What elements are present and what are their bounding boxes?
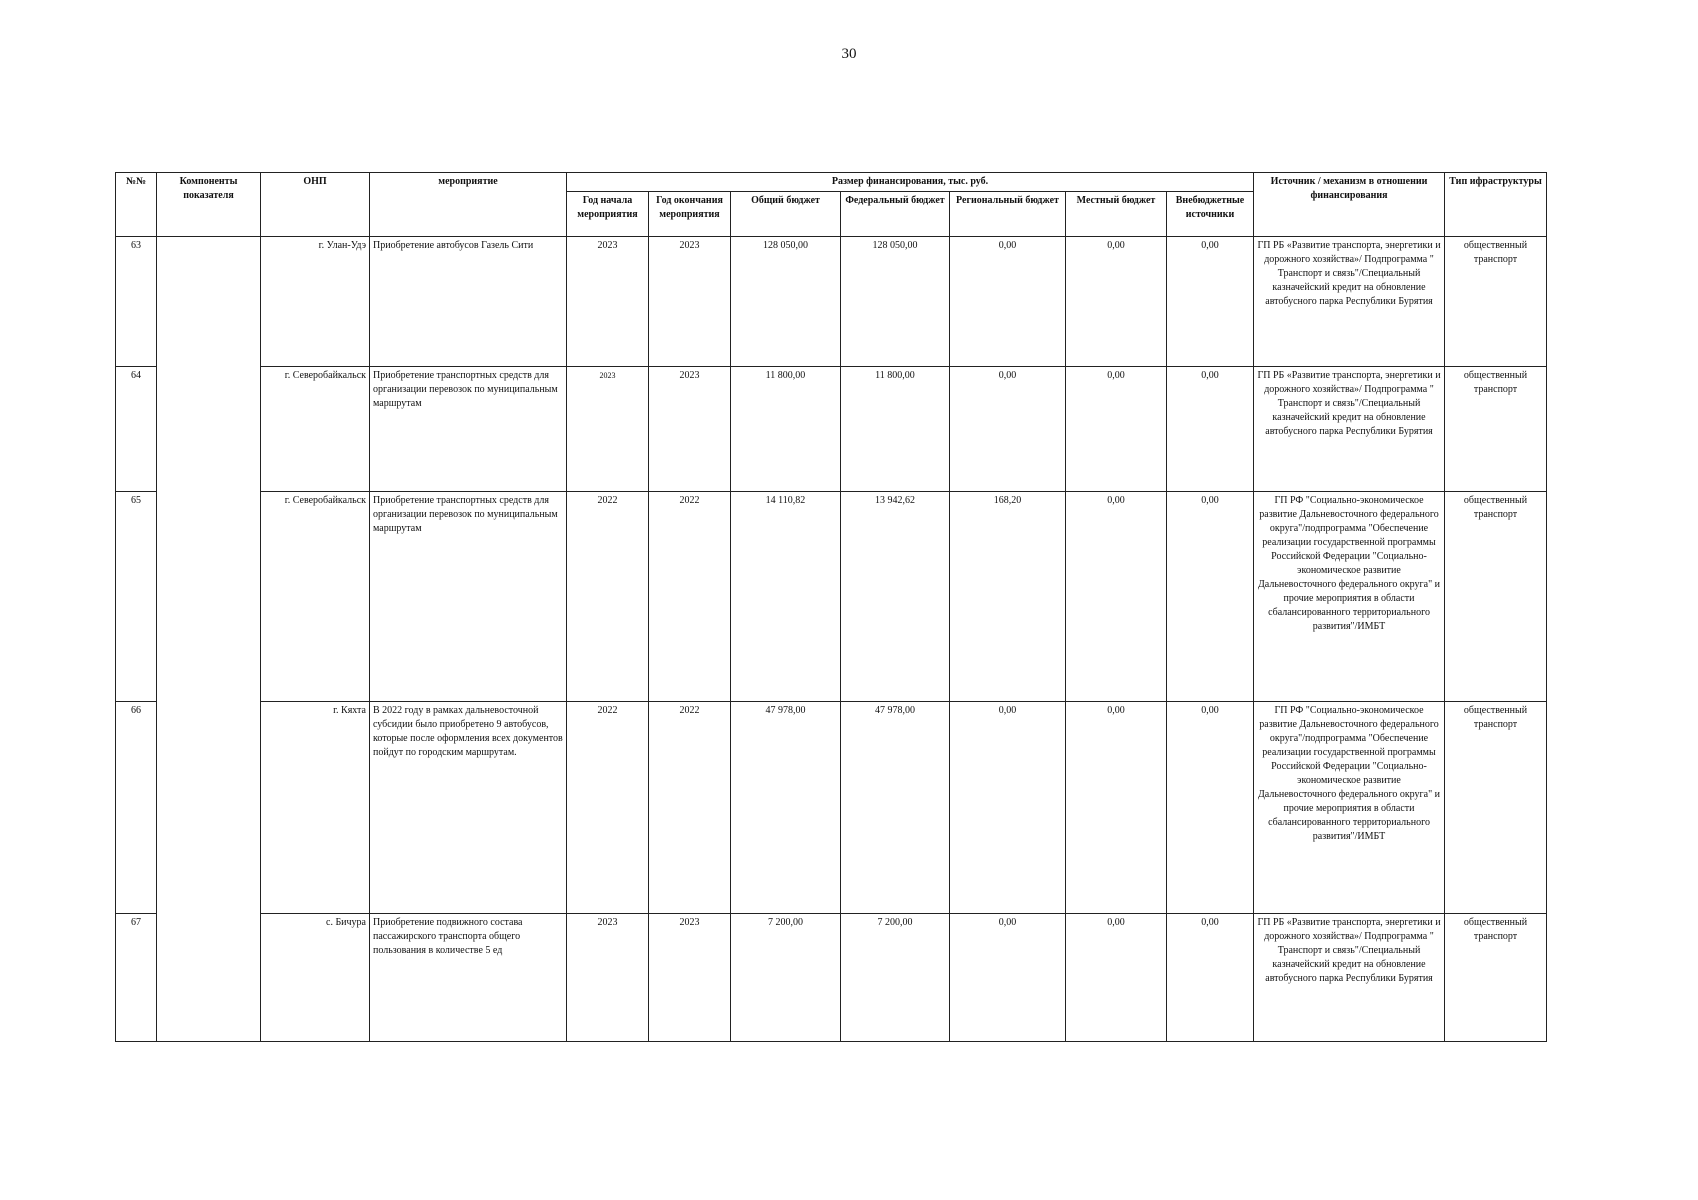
header-extra-budget: Внебюджетные источники: [1167, 192, 1254, 237]
financing-table: [115, 172, 1547, 1042]
row-total: 11 800,00: [731, 367, 841, 492]
row-start-year: 2023: [567, 367, 649, 492]
row-start-year: 2023: [567, 237, 649, 367]
row-regional: 0,00: [950, 702, 1066, 914]
table-row: [116, 702, 1547, 914]
row-federal: 47 978,00: [841, 702, 950, 914]
row-num: 65: [116, 492, 157, 702]
row-event: Приобретение автобусов Газель Сити: [370, 237, 567, 367]
row-extra: 0,00: [1167, 237, 1254, 367]
row-num: 67: [116, 914, 157, 1042]
row-regional: 168,20: [950, 492, 1066, 702]
row-regional: 0,00: [950, 914, 1066, 1042]
row-local: 0,00: [1066, 237, 1167, 367]
row-regional: 0,00: [950, 237, 1066, 367]
header-infra-type: Тип ифраструктуры: [1445, 173, 1547, 237]
row-source: ГП РБ «Развитие транспорта, энергетики и дорожного хозяйства»/ Подпрограмма " Транспорт и связь"/Специальный казначейский кредит на обновление автобусного парка Республики Бурятия: [1254, 914, 1445, 1042]
header-start-year: Год начала мероприятия: [567, 192, 649, 237]
row-total: 14 110,82: [731, 492, 841, 702]
row-onp: г. Северобайкальск: [261, 492, 370, 702]
row-start-year: 2022: [567, 492, 649, 702]
row-onp: с. Бичура: [261, 914, 370, 1042]
row-onp: г. Северобайкальск: [261, 367, 370, 492]
row-num: 64: [116, 367, 157, 492]
row-onp: г. Кяхта: [261, 702, 370, 914]
table-row: [116, 914, 1547, 1042]
row-end-year: 2022: [649, 492, 731, 702]
table-row: [116, 367, 1547, 492]
row-end-year: 2023: [649, 914, 731, 1042]
table-row: [116, 237, 1547, 367]
row-regional: 0,00: [950, 367, 1066, 492]
row-extra: 0,00: [1167, 492, 1254, 702]
row-end-year: 2023: [649, 237, 731, 367]
row-infra: общественный транспорт: [1445, 367, 1547, 492]
row-infra: общественный транспорт: [1445, 914, 1547, 1042]
row-federal: 128 050,00: [841, 237, 950, 367]
header-num: №№: [116, 173, 157, 237]
header-end-year: Год окончания мероприятия: [649, 192, 731, 237]
row-start-year: 2023: [567, 914, 649, 1042]
header-components: Компоненты показателя: [157, 173, 261, 237]
header-onp: ОНП: [261, 173, 370, 237]
row-federal: 13 942,62: [841, 492, 950, 702]
row-end-year: 2022: [649, 702, 731, 914]
row-total: 128 050,00: [731, 237, 841, 367]
row-source: ГП РБ «Развитие транспорта, энергетики и дорожного хозяйства»/ Подпрограмма " Транспорт и связь"/Специальный казначейский кредит на обновление автобусного парка Республики Бурятия: [1254, 237, 1445, 367]
row-end-year: 2023: [649, 367, 731, 492]
row-local: 0,00: [1066, 492, 1167, 702]
table-row: [116, 492, 1547, 702]
row-event: Приобретение транспортных средств для организации перевозок по муниципальным маршрутам: [370, 492, 567, 702]
row-onp: г. Улан-Удэ: [261, 237, 370, 367]
row-local: 0,00: [1066, 914, 1167, 1042]
page-number: 30: [841, 46, 857, 62]
row-source: ГП РБ «Развитие транспорта, энергетики и дорожного хозяйства»/ Подпрограмма " Транспорт и связь"/Специальный казначейский кредит на обновление автобусного парка Республики Бурятия: [1254, 367, 1445, 492]
components-cell: [157, 237, 261, 1042]
row-event: В 2022 году в рамках дальневосточной субсидии было приобретено 9 автобусов, которые после оформления всех документов пойдут по городским маршрутам.: [370, 702, 567, 914]
row-infra: общественный транспорт: [1445, 237, 1547, 367]
header-funding-group: Размер финансирования, тыс. руб.: [567, 173, 1254, 192]
row-local: 0,00: [1066, 367, 1167, 492]
row-infra: общественный транспорт: [1445, 702, 1547, 914]
row-federal: 11 800,00: [841, 367, 950, 492]
row-event: Приобретение транспортных средств для организации перевозок по муниципальным маршрутам: [370, 367, 567, 492]
row-num: 66: [116, 702, 157, 914]
header-total-budget: Общий бюджет: [731, 192, 841, 237]
row-source: ГП РФ "Социально-экономическое развитие Дальневосточного федерального округа"/подпрограмма "Обеспечение реализации государственной программы Российской Федерации "Социально-экономическое развитие Дальневосточного федерального округа" и прочие мероприятия в области сбалансированного территориального развития"/ИМБТ: [1254, 492, 1445, 702]
row-extra: 0,00: [1167, 702, 1254, 914]
header-source: Источник / механизм в отношении финансирования: [1254, 173, 1445, 237]
row-num: 63: [116, 237, 157, 367]
row-total: 47 978,00: [731, 702, 841, 914]
row-federal: 7 200,00: [841, 914, 950, 1042]
header-event: мероприятие: [370, 173, 567, 237]
row-total: 7 200,00: [731, 914, 841, 1042]
row-local: 0,00: [1066, 702, 1167, 914]
row-infra: общественный транспорт: [1445, 492, 1547, 702]
header-local-budget: Местный бюджет: [1066, 192, 1167, 237]
header-federal-budget: Федеральный бюджет: [841, 192, 950, 237]
row-extra: 0,00: [1167, 367, 1254, 492]
row-extra: 0,00: [1167, 914, 1254, 1042]
row-event: Приобретение подвижного состава пассажирского транспорта общего пользования в количестве 5 ед: [370, 914, 567, 1042]
header-regional-budget: Региональный бюджет: [950, 192, 1066, 237]
row-start-year: 2022: [567, 702, 649, 914]
row-source: ГП РФ "Социально-экономическое развитие Дальневосточного федерального округа"/подпрограмма "Обеспечение реализации государственной программы Российской Федерации "Социально-экономическое развитие Дальневосточного федерального округа" и прочие мероприятия в области сбалансированного территориального развития"/ИМБТ: [1254, 702, 1445, 914]
